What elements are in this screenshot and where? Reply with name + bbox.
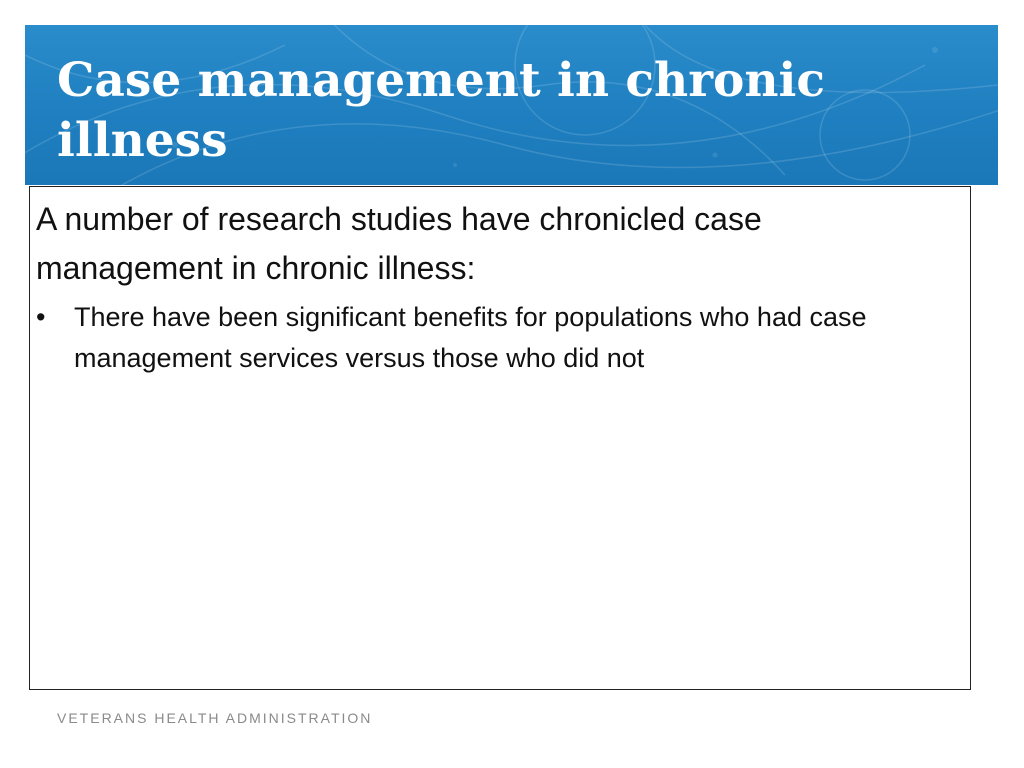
bullet-marker: • — [36, 302, 46, 332]
intro-paragraph: A number of research studies have chronicled case management in chronic illness: — [36, 201, 762, 286]
bullet-text: There have been significant benefits for populations who had case management services versus those who did not — [74, 302, 867, 373]
footer-organization: VETERANS HEALTH ADMINISTRATION — [57, 710, 373, 726]
content-box — [29, 186, 971, 690]
list-item — [36, 297, 956, 379]
title-banner — [25, 25, 998, 185]
slide-title: Case management in chronic illness — [57, 53, 825, 168]
bullet-list — [36, 297, 956, 379]
